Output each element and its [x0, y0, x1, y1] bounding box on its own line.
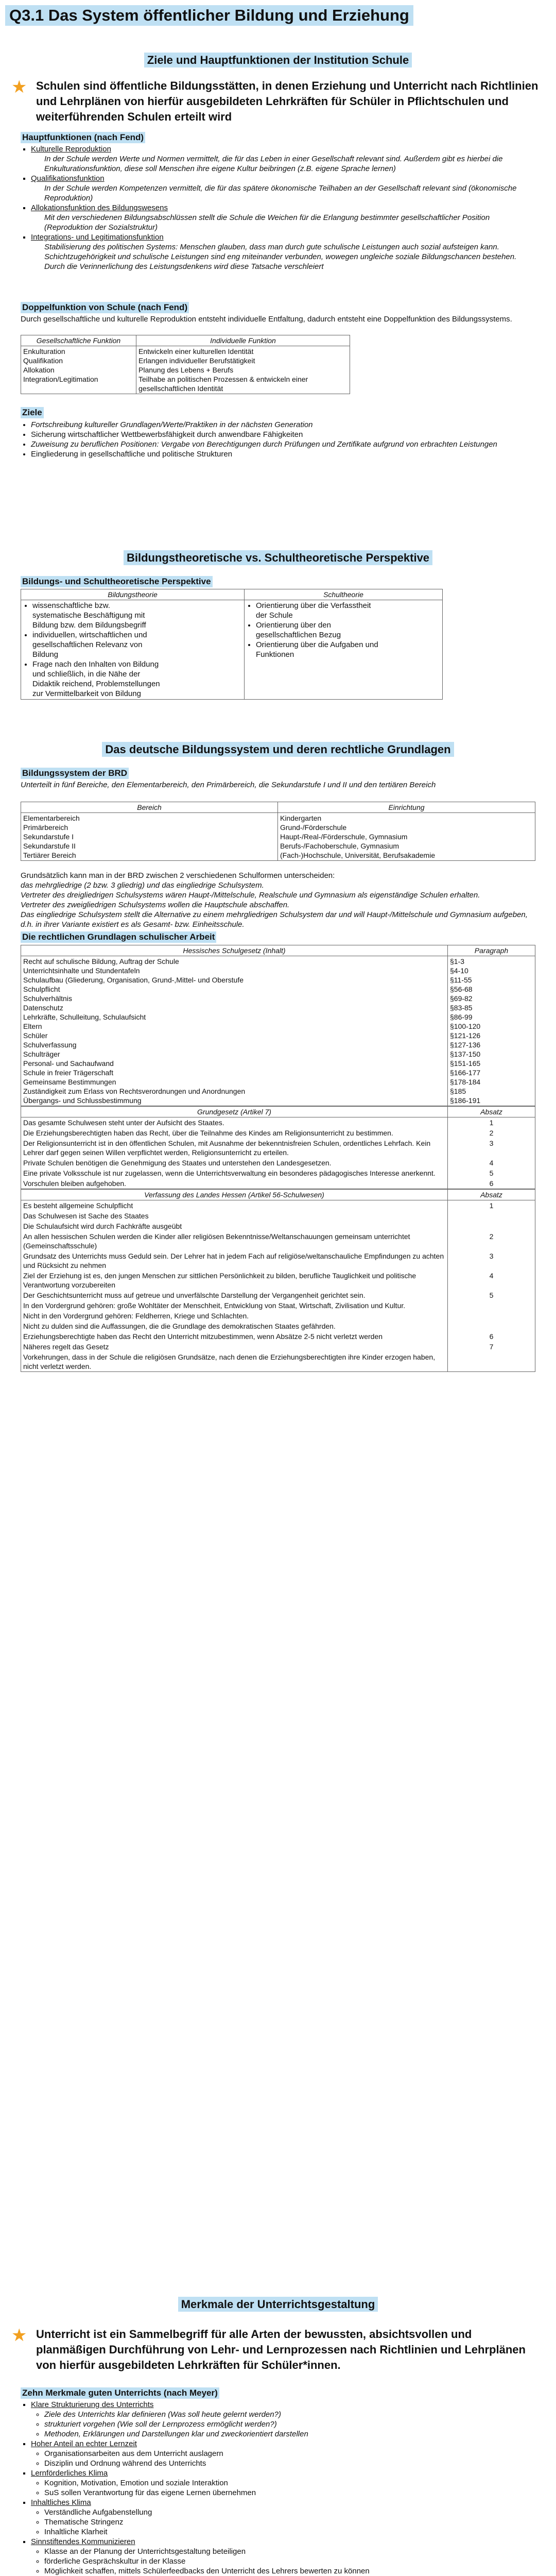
- subheading-doppelfunktion: Doppelfunktion von Schule (nach Fend): [21, 302, 189, 313]
- schulsystem-paragraph: das mehrgliedrige (2 bzw. 3 gliedrig) und das eingliedrige Schulsystem.: [21, 881, 264, 890]
- bildungstheorie-item: • Frage nach den Inhalten von Bildung und schließlich, in die Nähe der Didaktik reichend, Problemstellungen zur Vermittelbarkeit von Bildung: [32, 659, 161, 699]
- bereich-name: Elementarbereich: [23, 814, 80, 822]
- schulgesetz-inhalt: Lehrkräfte, Schulleitung, Schulaufsicht: [23, 1013, 146, 1021]
- table-row: [21, 1200, 535, 1211]
- grundgesetz-absatz: 5: [448, 1168, 535, 1178]
- schulgesetz-paragraph: §186-191: [450, 1096, 481, 1105]
- schulgesetz-inhalt: Datenschutz: [23, 1004, 63, 1012]
- bereich-name: Tertiärer Bereich: [23, 851, 76, 859]
- meyer-subitems: [31, 2410, 535, 2439]
- table-row: [21, 1168, 535, 1178]
- schulgesetz-inhalt: Schulverhältnis: [23, 994, 72, 1003]
- grundgesetz-text: Vorschulen bleiben aufgehoben.: [21, 1178, 448, 1189]
- schultheorie-item: • Orientierung über den gesellschaftlichen Bezug: [256, 620, 379, 640]
- hauptfunktionen-list: [21, 144, 535, 272]
- grundgesetz-text: Eine private Volksschule ist nur zugelassen, wenn die Unterrichtsverwaltung ein besonderes pädagogisches Interesse anerkennt.: [21, 1168, 448, 1178]
- meyer-subitems: [31, 2547, 535, 2576]
- doppelfunktion-text: [21, 314, 535, 324]
- meyer-subitem: ◦ Kognition, Motivation, Emotion und soziale Interaktion: [44, 2478, 535, 2488]
- einrichtung-name: (Fach-)Hochschule, Universität, Berufsakademie: [280, 851, 436, 859]
- unterricht-definition-text: Unterricht ist ein Sammelbegriff für alle Arten der bewussten, absichtsvollen und planmäßigen Durchführung von Lehr- und Lernprozessen nach Richtlinien und Lehrplänen von hierfür ausgebildeten Lehrkräften für Schüler*innen.: [36, 2328, 526, 2371]
- meyer-subitems: [31, 2478, 535, 2498]
- schulgesetz-paragraph: §4-10: [450, 967, 468, 975]
- table-row: [21, 1251, 535, 1270]
- table-row: [21, 1311, 535, 1321]
- table-row: [21, 1300, 535, 1311]
- document-title: Q3.1 Das System öffentlicher Bildung und Erziehung: [5, 5, 413, 26]
- table-header-einrichtung: Einrichtung: [278, 802, 535, 813]
- einrichtung-cell: [278, 813, 535, 861]
- schultheorie-cell: [245, 600, 443, 700]
- schulgesetz-paragraph: §69-82: [450, 994, 473, 1003]
- meyer-subitem: ◦ Disziplin und Ordnung während des Unterrichts: [44, 2459, 535, 2468]
- verfassung-absatz: 5: [448, 1290, 535, 1300]
- meyer-item: [31, 2439, 535, 2468]
- ziel-item: • Zuweisung zu beruflichen Positionen: Vergabe von Berechtigungen durch Prüfungen und Zertifikate aufgrund von erbrachten Leistungen: [31, 439, 535, 449]
- verfassung-text: Das Schulwesen ist Sache des Staates: [21, 1211, 448, 1221]
- table-header-schulgesetz: Hessisches Schulgesetz (Inhalt): [21, 945, 448, 956]
- verfassung-absatz: [448, 1311, 535, 1321]
- ziel-item: • Sicherung wirtschaftlicher Wettbewerbsfähigkeit durch anwendbare Fähigkeiten: [31, 430, 535, 439]
- schulsystem-paragraph: Vertreter des zweigliedrigen Schulsystems wollen die Hauptschule abschaffen.: [21, 901, 290, 909]
- bildungstheorie-item: • wissenschaftliche bzw. systematische Beschäftigung mit Bildung bzw. dem Bildungsbegriff: [32, 601, 161, 630]
- table-header-individuell: Individuelle Funktion: [136, 335, 350, 346]
- star-icon: ★: [11, 77, 27, 97]
- table-row: [21, 1221, 535, 1231]
- schulsystem-paragraph: Vertreter des dreigliedrigen Schulsystems wären Haupt-/Mittelschule, Realschule und Gymnasium als eigenständige Schulen erhalten.: [21, 891, 480, 900]
- perspektive-table: [21, 589, 443, 700]
- function-name: Kulturelle Reproduktion: [31, 145, 111, 154]
- verfassung-absatz: [448, 1300, 535, 1311]
- verfassung-absatz: [448, 1221, 535, 1231]
- schulgesetz-inhalt: Eltern: [23, 1022, 42, 1030]
- meyer-list: [21, 2400, 535, 2576]
- function-description: Mit den verschiedenen Bildungsabschlüssen stellt die Schule die Weichen für die Erlangung bestimmter gesellschaftlicher Position (Reproduktion der Sozialstruktur): [44, 213, 490, 232]
- verfassung-text: Nicht in den Vordergrund gehören: Feldherren, Kriege und Schlachten.: [21, 1311, 448, 1321]
- individuelle-funktion: Planung des Lebens + Berufs: [138, 366, 234, 374]
- einrichtung-name: Berufs-/Fachoberschule, Gymnasium: [280, 842, 399, 850]
- definition-block-unterricht: [11, 2326, 541, 2373]
- schulgesetz-paragraph: §151-165: [450, 1059, 481, 1067]
- ziel-item: • Eingliederung in gesellschaftliche und politische Strukturen: [31, 449, 535, 459]
- table-row: [21, 1290, 535, 1300]
- verfassung-text: Die Schulaufsicht wird durch Fachkräfte ausgeübt: [21, 1221, 448, 1231]
- table-row: [21, 1321, 535, 1331]
- schulgesetz-inhalt: Gemeinsame Bestimmungen: [23, 1078, 116, 1086]
- schulgesetz-paragraph: §178-184: [450, 1078, 481, 1086]
- schulgesetz-inhalt: Schulaufbau (Gliederung, Organisation, Grund-,Mittel- und Oberstufe: [23, 976, 244, 984]
- subheading-meyer: Zehn Merkmale guten Unterrichts (nach Meyer): [21, 2387, 219, 2399]
- schulgesetz-paragraph: §86-99: [450, 1013, 473, 1021]
- schulgesetz-table: [21, 945, 535, 1106]
- table-header-bildungstheorie: Bildungstheorie: [21, 589, 245, 600]
- table-header-verfassung: Verfassung des Landes Hessen (Artikel 56-Schulwesen): [21, 1190, 448, 1200]
- einrichtung-name: Grund-/Förderschule: [280, 823, 347, 832]
- meyer-subitem: ◦ Ziele des Unterrichts klar definieren (Was soll heute gelernt werden?): [44, 2410, 535, 2419]
- grundgesetz-absatz: 6: [448, 1178, 535, 1189]
- gesellschaftliche-funktion: Enkulturation: [23, 347, 65, 355]
- meyer-subitem: ◦ Organisationsarbeiten aus dem Unterricht auslagern: [44, 2449, 535, 2459]
- verfassung-absatz: [448, 1211, 535, 1221]
- table-row: [21, 1352, 535, 1372]
- gesellschaftliche-funktion: Qualifikation: [23, 357, 63, 365]
- grundgesetz-text: Der Religionsunterricht ist in den öffentlichen Schulen, mit Ausnahme der bekenntnisfreien Schulen, ordentliches Lehrfach. Kein Lehrer darf gegen seinen Willen verpflichtet werden, Religionsunterricht zu erteilen.: [21, 1138, 448, 1158]
- table-header-bereich: Bereich: [21, 802, 278, 813]
- bereich-name: Primärbereich: [23, 823, 68, 832]
- verfassung-text: Nicht zu dulden sind die Auffassungen, die die Grundlage des demokratischen Staates gefährden.: [21, 1321, 448, 1331]
- meyer-item-name: Inhaltliches Klima: [31, 2498, 91, 2507]
- table-row: [21, 1211, 535, 1221]
- schulgesetz-paragraph: §121-126: [450, 1031, 481, 1040]
- schulgesetz-inhalt: Übergangs- und Schlussbestimmung: [23, 1096, 142, 1105]
- individuelle-funktion: Erlangen individueller Berufstätigkeit: [138, 357, 255, 365]
- ziel-item: • Fortschreibung kultureller Grundlagen/Werte/Praktiken in der nächsten Generation: [31, 420, 535, 430]
- meyer-item: [31, 2400, 535, 2439]
- einrichtung-name: Haupt-/Real-/Förderschule, Gymnasium: [280, 833, 408, 841]
- table-header-grundgesetz: Grundgesetz (Artikel 7): [21, 1107, 448, 1117]
- function-description: In der Schule werden Werte und Normen vermittelt, die für das Leben in einer Gesellschaft relevant sind. Außerdem gibt es hierbei die Enkulturationsfunktion, diese soll Menschen ihre eigene Kultur beibringen (z.B. eigene Sprache lernen): [44, 155, 503, 173]
- definition-text: Schulen sind öffentliche Bildungsstätten, in denen Erziehung und Unterricht nach Richtlinien und Lehrplänen von hierfür ausgebildeten Lehrkräften für Schüler in Pflichtschulen und weiterführenden Schulen erteilt wird: [36, 79, 538, 123]
- meyer-item-name: Lernförderliches Klima: [31, 2469, 108, 2478]
- table-cell-left: [21, 346, 136, 394]
- function-item: [31, 174, 535, 203]
- subheading-hauptfunktionen: Hauptfunktionen (nach Fend): [21, 132, 145, 143]
- table-row: [21, 1231, 535, 1251]
- meyer-subitems: [31, 2507, 535, 2537]
- schulgesetz-inhalt-cell: [21, 956, 448, 1106]
- table-header-paragraph: Paragraph: [448, 945, 535, 956]
- meyer-subitem: ◦ Methoden, Erklärungen und Darstellungen klar und zweckorientiert darstellen: [44, 2429, 535, 2439]
- table-row: [21, 1128, 535, 1138]
- function-name: Qualifikationsfunktion: [31, 174, 105, 183]
- table-row: [21, 1138, 535, 1158]
- doppelfunktion-table-wrap: [21, 335, 535, 394]
- definition-block-schule: [11, 77, 541, 125]
- function-item: [31, 144, 535, 174]
- grundgesetz-absatz: 4: [448, 1158, 535, 1168]
- table-header-schultheorie: Schultheorie: [245, 589, 443, 600]
- meyer-subitem: ◦ strukturiert vorgehen (Wie soll der Lernprozess ermöglicht werden?): [44, 2419, 535, 2429]
- meyer-subitem: ◦ SuS sollen Verantwortung für das eigene Lernen übernehmen: [44, 2488, 535, 2498]
- meyer-item-name: Hoher Anteil an echter Lernzeit: [31, 2439, 137, 2448]
- meyer-subitem: ◦ Inhaltliche Klarheit: [44, 2527, 535, 2537]
- functions-list: [21, 144, 535, 272]
- doppelfunktion-paragraph: Durch gesellschaftliche und kulturelle Reproduktion entsteht individuelle Entfaltung, dadurch entsteht eine Doppelfunktion des Bildungssystems.: [21, 315, 512, 324]
- function-name: Allokationsfunktion des Bildungswesens: [31, 204, 168, 212]
- bereich-cell: [21, 813, 278, 861]
- verfassung-absatz: 3: [448, 1251, 535, 1270]
- subheading-ziele: Ziele: [21, 407, 44, 418]
- subheading-rechtliche-grundlagen: Die rechtlichen Grundlagen schulischer Arbeit: [21, 931, 216, 943]
- meyer-subitem: ◦ Klasse an der Planung der Unterrichtsgestaltung beteiligen: [44, 2547, 535, 2556]
- bereich-table: [21, 802, 535, 861]
- verfassung-text: Der Geschichtsunterricht muss auf getreue und unverfälschte Darstellung der Vergangenheit gerichtet sein.: [21, 1290, 448, 1300]
- table-cell-right: [136, 346, 350, 394]
- brd-intro: Unterteilt in fünf Bereiche, den Elementarbereich, den Primärbereich, die Sekundarstufe I und II und den tertiären Bereich: [21, 781, 436, 789]
- meyer-subitem: ◦ Möglichkeit schaffen, mittels Schülerfeedbacks den Unterricht des Lehrers bewerten zu können: [44, 2566, 535, 2576]
- meyer-list-wrap: [21, 2400, 535, 2576]
- schulgesetz-inhalt: Schulverfassung: [23, 1041, 77, 1049]
- function-name: Integrations- und Legitimationsfunktion: [31, 233, 164, 242]
- function-item: [31, 232, 535, 272]
- schultheorie-item: • Orientierung über die Aufgaben und Funktionen: [256, 640, 379, 659]
- function-item: [31, 203, 535, 232]
- meyer-subitem: ◦ förderliche Gesprächskultur in der Klasse: [44, 2556, 535, 2566]
- schulgesetz-inhalt: Schulpflicht: [23, 985, 60, 993]
- meyer-subitem: ◦ Verständliche Aufgabenstellung: [44, 2507, 535, 2517]
- schulgesetz-paragraph: §1-3: [450, 957, 465, 965]
- verfassung-text: An allen hessischen Schulen werden die Kinder aller religiösen Bekenntnisse/Weltanschauungen gemeinsam unterrichtet (Gemeinschaftsschule): [21, 1231, 448, 1251]
- meyer-item-name: Klare Strukturierung des Unterrichts: [31, 2400, 154, 2409]
- table-header-gesellschaftlich: Gesellschaftliche Funktion: [21, 335, 136, 346]
- grundgesetz-absatz: 1: [448, 1117, 535, 1128]
- individuelle-funktion: Entwickeln einer kulturellen Identität: [138, 347, 254, 355]
- bereich-name: Sekundarstufe I: [23, 833, 74, 841]
- star-icon: ★: [11, 2326, 27, 2345]
- meyer-item: [31, 2498, 535, 2537]
- schulgesetz-inhalt: Schüler: [23, 1031, 48, 1040]
- bildungstheorie-cell: [21, 600, 245, 700]
- verfassung-text: Es besteht allgemeine Schulpflicht: [21, 1200, 448, 1211]
- schulsystem-paragraph: Das eingliedrige Schulsystem stellt die Alternative zu einem mehrgliedrigen Schulsystem dar und will Haupt-/Mittelschule und Gymnasium aufgeben, d.h. in ihrer Variante existiert es als Gesamt- bzw. Einheitsschule.: [21, 910, 528, 929]
- table-header-absatz: Absatz: [448, 1107, 535, 1117]
- perspektive-table-wrap: [21, 589, 535, 700]
- table-row: [21, 1342, 535, 1352]
- law-tables: [21, 945, 535, 1372]
- schulgesetz-inhalt: Unterrichtsinhalte und Stundentafeln: [23, 967, 140, 975]
- verfassung-absatz: 7: [448, 1342, 535, 1352]
- meyer-subitem: ◦ Thematische Stringenz: [44, 2517, 535, 2527]
- verfassung-absatz: 4: [448, 1270, 535, 1290]
- schulgesetz-inhalt: Schulträger: [23, 1050, 60, 1058]
- verfassung-text: Vorkehrungen, dass in der Schule die religiösen Grundsätze, nach denen die Erziehungsberechtigten ihre Kinder erzogen haben, nicht verletzt werden.: [21, 1352, 448, 1372]
- schulgesetz-paragraph: §185: [450, 1087, 466, 1095]
- bereich-table-wrap: [21, 802, 535, 861]
- meyer-subitems: [31, 2449, 535, 2468]
- section-heading-unterricht: Merkmale der Unterrichtsgestaltung: [0, 2298, 556, 2311]
- schulsystem-paragraphs: [21, 871, 535, 929]
- table-header-absatz-2: Absatz: [448, 1190, 535, 1200]
- function-description: Stabilisierung des politischen Systems: Menschen glauben, dass man durch gute schulische Leistungen auch sozial aufsteigen kann. Schichtzugehörigkeit und schulische Leistungen sind eng miteinander verbunden, wowegen ungleiche soziale Bildungschancen bestehen. Durch die Verinnerlichung des Leistungsdenkens wird diese Tatsache verschleiert: [44, 243, 517, 271]
- ziele-list-wrap: [21, 420, 535, 459]
- table-row: [21, 1178, 535, 1189]
- meyer-item: [31, 2468, 535, 2498]
- ziele-list: [21, 420, 535, 459]
- verfassung-text: In den Vordergrund gehören: große Wohltäter der Menschheit, Entwicklung von Staat, Wirtschaft, Zivilisation und Kultur.: [21, 1300, 448, 1311]
- bereich-name: Sekundarstufe II: [23, 842, 76, 850]
- doppelfunktion-table: [21, 335, 350, 394]
- grundgesetz-text: Die Erziehungsberechtigten haben das Recht, über die Teilnahme des Kindes am Religionsunterricht zu bestimmen.: [21, 1128, 448, 1138]
- section-heading-ziele: Ziele und Hauptfunktionen der Institution Schule: [0, 54, 556, 67]
- verfassung-absatz: 1: [448, 1200, 535, 1211]
- table-row: [21, 1117, 535, 1128]
- verfassung-absatz: 6: [448, 1331, 535, 1342]
- schulgesetz-paragraph: §166-177: [450, 1069, 481, 1077]
- gesellschaftliche-funktion: Integration/Legitimation: [23, 375, 98, 383]
- verfassung-text: Grundsatz des Unterrichts muss Geduld sein. Der Lehrer hat in jedem Fach auf religiöse/weltanschauliche Empfindungen zu achten und Rücksicht zu nehmen: [21, 1251, 448, 1270]
- table-row: [21, 1270, 535, 1290]
- verfassung-absatz: [448, 1352, 535, 1372]
- schulgesetz-paragraph-cell: [448, 956, 535, 1106]
- grundgesetz-text: Private Schulen benötigen die Genehmigung des Staates und unterstehen den Landesgesetzen.: [21, 1158, 448, 1168]
- table-row: [21, 1158, 535, 1168]
- verfassung-text: Erziehungsberechtigte haben das Recht den Unterricht mitzubestimmen, wenn Absätze 2-5 nicht verletzt werden: [21, 1331, 448, 1342]
- schulgesetz-inhalt: Recht auf schulische Bildung, Auftrag der Schule: [23, 957, 179, 965]
- schulgesetz-paragraph: §100-120: [450, 1022, 481, 1030]
- bildungstheorie-item: • individuellen, wirtschaftlichen und gesellschaftlichen Relevanz von Bildung: [32, 630, 161, 659]
- subheading-brd: Bildungssystem der BRD: [21, 768, 129, 779]
- section-heading-bildungssystem: Das deutsche Bildungssystem und deren rechtliche Grundlagen: [0, 743, 556, 756]
- grundgesetz-absatz: 2: [448, 1128, 535, 1138]
- schulgesetz-paragraph: §56-68: [450, 985, 473, 993]
- schulgesetz-inhalt: Personal- und Sachaufwand: [23, 1059, 114, 1067]
- table-row: [21, 1331, 535, 1342]
- einrichtung-name: Kindergarten: [280, 814, 322, 822]
- schulgesetz-paragraph: §137-150: [450, 1050, 481, 1058]
- individuelle-funktion: Teilhabe an politischen Prozessen & entwickeln einer gesellschaftlichen Identität: [138, 375, 308, 393]
- schulgesetz-paragraph: §11-55: [450, 976, 472, 984]
- grundgesetz-table: [21, 1106, 535, 1189]
- schulgesetz-paragraph: §83-85: [450, 1004, 473, 1012]
- grundgesetz-text: Das gesamte Schulwesen steht unter der Aufsicht des Staates.: [21, 1117, 448, 1128]
- verfassung-table: [21, 1189, 535, 1372]
- schulgesetz-inhalt: Zuständigkeit zum Erlass von Rechtsverordnungen und Anordnungen: [23, 1087, 246, 1095]
- function-description: In der Schule werden Kompetenzen vermittelt, die für das spätere ökonomische Teilhaben an der Gesellschaft relevant sind (ökonomische Reproduktion): [44, 184, 517, 202]
- meyer-item: [31, 2537, 535, 2576]
- verfassung-text: Näheres regelt das Gesetz: [21, 1342, 448, 1352]
- gesellschaftliche-funktion: Allokation: [23, 366, 55, 374]
- verfassung-absatz: [448, 1321, 535, 1331]
- schulsystem-paragraph: Grundsätzlich kann man in der BRD zwischen 2 verschiedenen Schulformen unterscheiden:: [21, 871, 335, 880]
- schulgesetz-inhalt: Schule in freier Trägerschaft: [23, 1069, 114, 1077]
- schultheorie-item: • Orientierung über die Verfasstheit der Schule: [256, 601, 379, 620]
- verfassung-absatz: 2: [448, 1231, 535, 1251]
- grundgesetz-absatz: 3: [448, 1138, 535, 1158]
- subheading-perspektive: Bildungs- und Schultheoretische Perspektive: [21, 576, 213, 587]
- meyer-item-name: Sinnstiftendes Kommunizieren: [31, 2537, 135, 2546]
- section-heading-perspektive: Bildungstheoretische vs. Schultheoretische Perspektive: [0, 551, 556, 565]
- schulgesetz-paragraph: §127-136: [450, 1041, 481, 1049]
- verfassung-text: Ziel der Erziehung ist es, den jungen Menschen zur sittlichen Persönlichkeit zu bilden, berufliche Tauglichkeit und politische Verantwortung vorzubereiten: [21, 1270, 448, 1290]
